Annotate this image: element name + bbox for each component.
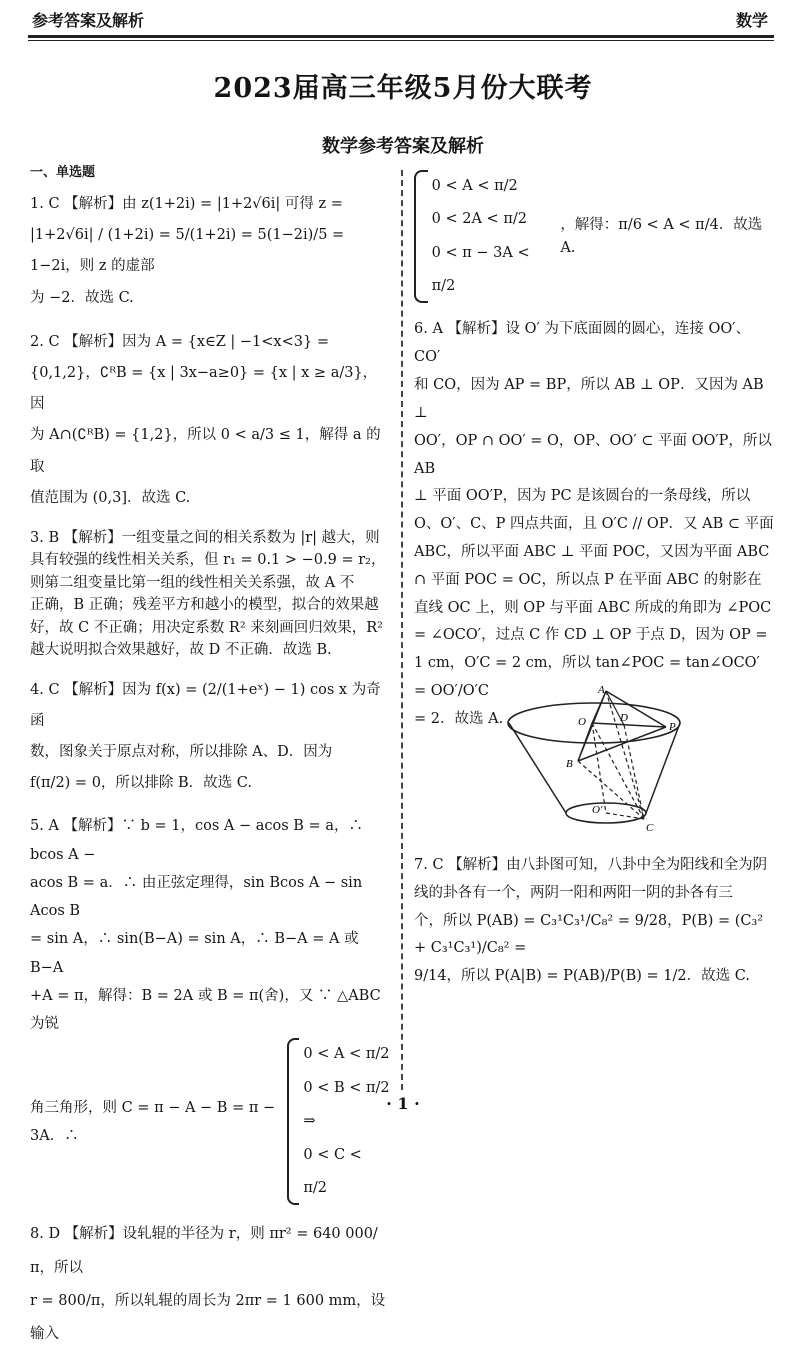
- answer-q2: [30, 327, 390, 514]
- right-column: [414, 170, 776, 747]
- answer-line: 2. C 【解析】因为 A = {x∈Z | −1<x<3} =: [30, 333, 329, 350]
- label-d: D: [620, 712, 628, 724]
- answer-line: 数，图象关于原点对称，所以排除 A、D．因为: [30, 744, 333, 761]
- answer-line: 7. C 【解析】由八卦图可知，八卦中全为阳线和全为阴: [414, 857, 768, 873]
- answer-q7: [414, 852, 776, 991]
- answer-line: 直线 OC 上，则 OP 与平面 ABC 所成的角即为 ∠POC: [414, 599, 772, 616]
- answer-q4: [30, 675, 390, 800]
- answer-line: 4. C 【解析】因为 f(x) = (2/(1+eˣ) − 1) cos x 为奇函: [30, 681, 381, 729]
- answer-line: = ∠OCO′，过点 C 作 CD ⊥ OP 于点 D，因为 OP =: [414, 627, 768, 644]
- document-title: 2023届高三年级5月份大联考: [213, 73, 593, 104]
- answer-line: 5. A 【解析】∵ b = 1，cos A − acos B = a，∴ bcos A −: [30, 818, 363, 863]
- answer-line: 个，所以 P(AB) = C₃¹C₃¹/C₈² = 9/28，P(B) = (C₃² + C₃¹C₃¹)/C₈² =: [414, 912, 764, 957]
- answer-line: ⊥ 平面 OO′P，因为 PC 是该圆台的一条母线，所以: [414, 488, 751, 505]
- answer-line: 则第二组变量比第一组的线性相关关系强，故 A 不: [30, 574, 355, 591]
- answer-line: OO′，OP ∩ OO′ = O，OP、OO′ ⊂ 平面 OO′P，所以 AB: [414, 432, 772, 477]
- label-o-prime: O′: [592, 804, 603, 816]
- answer-line: |1+2√6i| / (1+2i) = 5/(1+2i) = 5(1−2i)/5 = 1−2i，则 z 的虚部: [30, 227, 345, 275]
- header-right-label: 数学: [735, 11, 768, 30]
- answer-line: 9/14，所以 P(A|B) = P(AB)/P(B) = 1/2．故选 C.: [414, 968, 750, 985]
- left-column: [30, 163, 390, 1365]
- q5-cont-cases: [432, 170, 555, 303]
- segment-bp: [578, 727, 666, 761]
- case-line: 0 < 2A < π/2: [431, 211, 527, 228]
- answer-line: ABC，所以平面 ABC ⊥ 平面 POC，又因为平面 ABC: [414, 544, 770, 560]
- answer-q5: [30, 812, 390, 1205]
- case-line: 0 < π − 3A < π/2: [431, 244, 530, 295]
- q5-cases: [303, 1038, 390, 1205]
- label-c: C: [646, 822, 654, 834]
- label-b: B: [566, 758, 573, 770]
- right-column-lower: [414, 852, 776, 1004]
- answer-line: 正确，B 正确；残差平方和越小的模型，拟合的效果越: [30, 597, 379, 614]
- q5-conclusion: ，解得：π/6 < A < π/4．故选 A.: [560, 216, 763, 256]
- right-generatrix: [646, 723, 680, 813]
- q5-cont-bracket: [414, 170, 554, 303]
- answer-line: 值范围为 (0,3]．故选 C.: [30, 489, 191, 506]
- brace-icon: [414, 170, 428, 303]
- answer-line: 好，故 C 不正确；用决定系数 R² 来刻画回归效果，R²: [30, 619, 383, 636]
- answer-line: 6. A 【解析】设 O′ 为下底面圆的圆心，连接 OO′、CO′: [414, 321, 751, 366]
- left-generatrix: [509, 723, 566, 813]
- answer-line: r = 800/π，所以轧辊的周长为 2πr = 1 600 mm，设输入: [30, 1292, 386, 1343]
- answer-line: = 2．故选 A.: [414, 710, 504, 727]
- label-o: O: [578, 716, 586, 728]
- answer-line: acos B = a．∴ 由正弦定理得，sin Bcos A − sin Acos B: [30, 874, 363, 920]
- answer-line: f(π/2) = 0，所以排除 B．故选 C.: [30, 775, 252, 792]
- answer-q1: [30, 189, 390, 314]
- label-a: A: [598, 684, 605, 696]
- page-header: [28, 6, 774, 34]
- header-rule-thick: [28, 35, 774, 38]
- q5-case-row: [30, 1038, 390, 1205]
- case-line: 0 < B < π/2 ⇒: [303, 1079, 390, 1130]
- q5-cont-row: [414, 170, 776, 303]
- segment-op: [592, 723, 666, 727]
- answer-line: 3. B 【解析】一组变量之间的相关系数为 |r| 越大，则: [30, 529, 380, 546]
- answer-line: {0,1,2}，∁ᴿB = {x | 3x−a≥0} = {x | x ≥ a/3}，因: [30, 365, 378, 413]
- column-divider: [401, 170, 403, 1090]
- label-p: P: [669, 721, 676, 733]
- answer-line: = sin A，∴ sin(B−A) = sin A，∴ B−A = A 或 B−A: [30, 931, 359, 976]
- answer-q8: [30, 1218, 390, 1351]
- answer-q5-continued: [414, 170, 776, 303]
- header-rule-thin: [28, 40, 774, 41]
- answer-q6: [414, 316, 776, 733]
- frustum-figure: [506, 683, 706, 843]
- case-line: 0 < A < π/2: [303, 1046, 390, 1063]
- answer-line: 1 cm，O′C = 2 cm，所以 tan∠POC = tan∠OCO′ = OO′/O′C: [414, 655, 760, 700]
- answer-line: 和 CO，因为 AP = BP，所以 AB ⊥ OP．又因为 AB ⊥: [414, 377, 764, 421]
- case-line: 0 < C < π/2: [303, 1146, 362, 1196]
- brace-icon: [287, 1038, 299, 1205]
- q5-cases-bracket: [287, 1038, 390, 1205]
- answer-line: 1. C 【解析】由 z(1+2i) = |1+2√6i| 可得 z =: [30, 196, 343, 213]
- answer-line: 线的卦各有一个，两阴一阳和两阳一阴的卦各有三: [414, 884, 733, 901]
- case-line: 0 < A < π/2: [431, 178, 518, 194]
- document-subtitle: 数学参考答案及解析: [322, 136, 484, 157]
- answer-line: 8. D 【解析】设轧辊的半径为 r，则 πr² = 640 000/π，所以: [30, 1226, 378, 1276]
- answer-line: 具有较强的线性相关关系，但 r₁ = 0.1 > −0.9 = r₂，: [30, 552, 386, 569]
- answer-line: ∩ 平面 POC = OC，所以点 P 在平面 ABC 的射影在: [414, 571, 762, 588]
- header-left-label: 参考答案及解析: [32, 11, 145, 30]
- q5-bracket-lead: 角三角形，则 C = π − A − B = π − 3A．∴: [30, 1099, 276, 1144]
- answer-q3: [30, 527, 390, 662]
- section-heading: 一、单选题: [30, 165, 96, 180]
- answer-line: +A = π，解得：B = 2A 或 B = π(舍)，又 ∵ △ABC 为锐: [30, 987, 381, 1033]
- answer-line: O、O′、C、P 四点共面，且 O′C // OP．又 AB ⊂ 平面: [414, 516, 774, 533]
- page-number: · 1 ·: [386, 1094, 420, 1113]
- answer-line: 为 A∩(∁ᴿB) = {1,2}，所以 0 < a/3 ≤ 1，解得 a 的取: [30, 427, 381, 475]
- answer-line: 越大说明拟合效果越好，故 D 不正确．故选 B.: [30, 642, 332, 659]
- answer-line: 为 −2．故选 C.: [30, 289, 134, 306]
